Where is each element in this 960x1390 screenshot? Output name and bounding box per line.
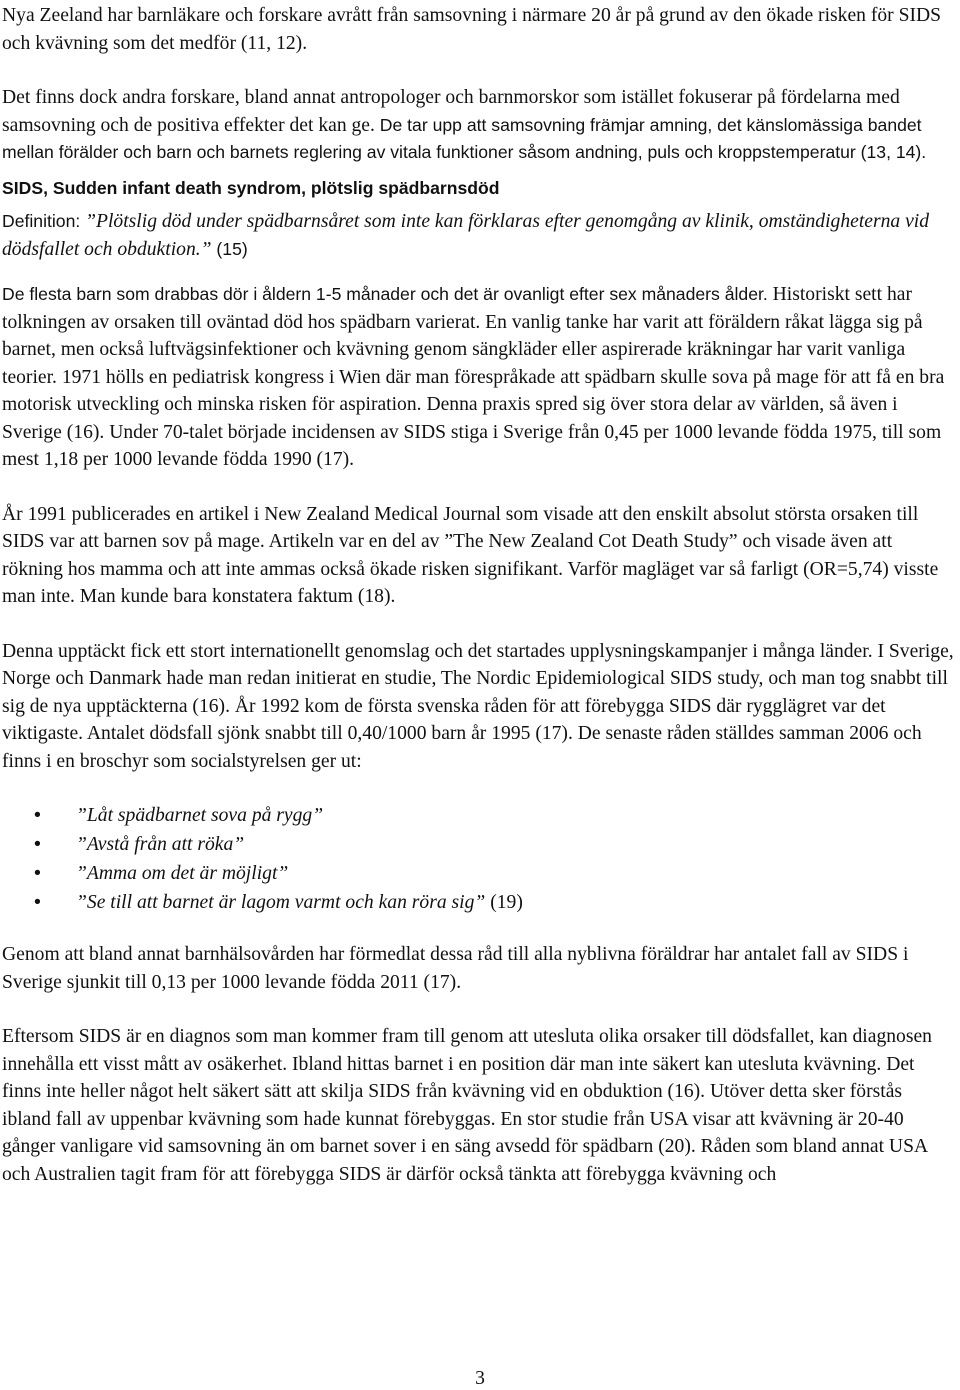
advice-list-item (34, 830, 954, 859)
definition-label: Definition: (2, 211, 86, 231)
paragraph-text-serif: Historiskt sett har tolkningen av orsaken till oväntad död hos spädbarn varierat. En vanlig tanke har varit att föräldern råkat lägga sig på barnet, men också luftvägsinfektioner och kvävning genom sängkläder eller aspirerade kräkningar har varit vanliga teorier. 1971 hölls en pediatrisk kongress i Wien där man förespråkade att spädbarn skulle sova på mage för att få en bra motorisk utveckling och minska risken för aspiration. Denna praxis spred sig över stora delar av världen, så även i Sverige (16). Under 70-talet började incidensen av SIDS stiga i Sverige från 0,45 per 1000 levande födda 1975, till som mest 1,18 per 1000 levande födda 1990 (17). (2, 284, 945, 470)
paragraph-1991-study: År 1991 publicerades en artikel i New Zealand Medical Journal som visade att den enskilt absolut största orsaken till SIDS var att barnen sov på mage. Artikeln var en del av ”The New Zealand Cot Death Study” och visade även att rökning hos mamma och att inte ammas också ökade risken signifikant. Varför magläget var så farligt (OR=5,74) visste man inte. Man kunde bara konstatera faktum (18). (2, 503, 939, 607)
definition-paragraph (2, 208, 954, 263)
advice-text: ”Se till att barnet är lagom varmt och kan röra sig” (76, 892, 486, 913)
advice-list (2, 801, 954, 917)
paragraph-cosleeping-benefits (2, 84, 954, 167)
advice-list-item (34, 888, 954, 917)
paragraph-campaigns: Denna upptäckt fick ett stort internationellt genomslag och det startades upplysningskampanjer i många länder. I Sverige, Norge och Danmark hade man redan initierat en studie, The Nordic Epidemiological SIDS study, och man tog snabbt till sig de nya upptäckterna (16). År 1992 kom de första svenska råden för att förebygga SIDS där rygglägret var det viktigaste. Antalet dödsfall sjönk snabbt till 0,40/1000 barn år 1995 (17). De senaste råden ställdes samman 2006 och finns i en broschyr som socialstyrelsen ger ut: (2, 640, 954, 772)
paragraph-text-serif: Det finns dock andra forskare, bland annat antropologer och barnmorskor som istället fokuserar på fördelarna med samsovning och de positiva effekter det kan ge. (2, 87, 900, 136)
bullet-icon: • (34, 862, 41, 884)
paragraph-sids-history (2, 281, 954, 474)
advice-text: ”Avstå från att röka” (76, 834, 245, 855)
advice-list-item (34, 801, 954, 830)
page-number: 3 (475, 1368, 485, 1389)
definition-reference: (15) (211, 238, 248, 259)
paragraph-diagnosis-uncertainty: Eftersom SIDS är en diagnos som man kommer fram till genom att utesluta olika orsaker till dödsfallet, kan diagnosen innehålla ett visst mått av osäkerhet. Ibland hittas barnet i en position där man inte säkert kan utesluta kvävning. Det finns inte heller något helt säkert sätt att skilja SIDS från kvävning vid en obduktion (16). Utöver detta sker förstås ibland fall av uppenbar kvävning som hade kunnat förebyggas. En stor studie från USA visar att kvävning är 20-40 gånger vanligare vid samsovning än om barnet sover i en säng avsedd för spädbarn (20). Råden som bland annat USA och Australien tagit fram för att förebygga SIDS är därför också tänkta att förebygga kvävning och (2, 1026, 932, 1185)
bullet-icon: • (34, 804, 41, 826)
advice-text: ”Amma om det är möjligt” (76, 863, 289, 884)
advice-reference: (19) (485, 892, 523, 913)
paragraph-sids-decline: Genom att bland annat barnhälsovården har förmedlat dessa råd till alla nyblivna föräldrar har antalet fall av SIDS i Sverige sjunkit till 0,13 per 1000 levande födda 2011 (17). (2, 944, 909, 993)
paragraph-text-sans: De flesta barn som drabbas dör i åldern 1-5 månader och det är ovanligt efter sex månaders ålder. (2, 284, 768, 304)
advice-text: ”Låt spädbarnet sova på rygg” (76, 805, 324, 826)
paragraph-text-sans: De tar upp att samsovning främjar amning, det känslomässiga bandet mellan förälder och barn och barnets reglering av vitala funktioner såsom andning, puls och kroppstemperatur (13, 14). (2, 114, 927, 162)
section-heading-sids: SIDS, Sudden infant death syndrom, plötslig spädbarnsdöd (2, 177, 500, 198)
definition-text: ”Plötslig död under spädbarnsåret som inte kan förklaras efter genomgång av klinik, omständigheterna vid dödsfallet och obduktion.” (2, 211, 930, 260)
bullet-icon: • (34, 891, 41, 913)
bullet-icon: • (34, 833, 41, 855)
paragraph-nz-advice: Nya Zeeland har barnläkare och forskare avrått från samsovning i närmare 20 år på grund av den ökade risken för SIDS och kvävning som det medför (11, 12). (2, 5, 942, 54)
advice-list-item (34, 859, 954, 888)
